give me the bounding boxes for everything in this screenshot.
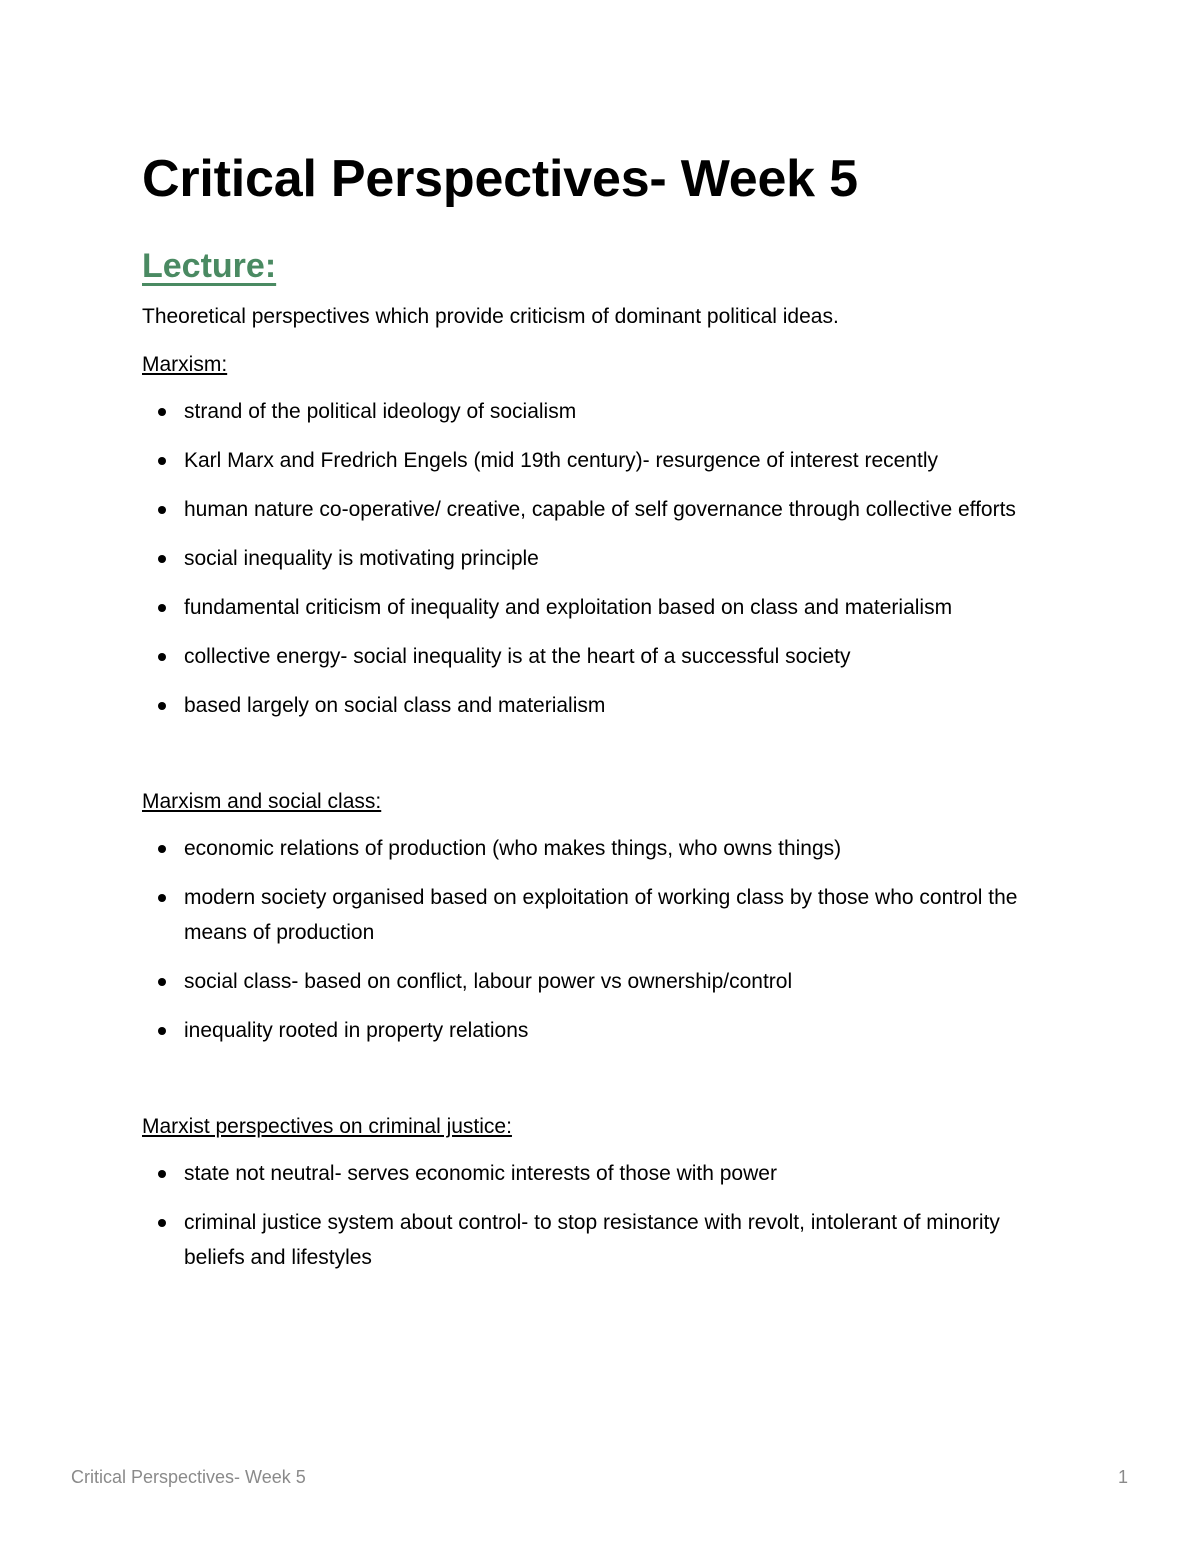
section-marxism bbox=[142, 350, 1062, 723]
bullet-icon bbox=[158, 1027, 166, 1035]
list-item bbox=[142, 1205, 1064, 1275]
list-item-text: based largely on social class and materialism bbox=[184, 694, 606, 717]
section-heading: Marxism: bbox=[142, 353, 228, 376]
list-item-text: modern society organised based on exploitation of working class by those who control the means of production bbox=[184, 886, 1018, 944]
list-item bbox=[142, 1013, 1064, 1048]
bullet-list bbox=[142, 394, 1062, 723]
list-item-text: collective energy- social inequality is at the heart of a successful society bbox=[184, 645, 851, 668]
list-item-text: state not neutral- serves economic interests of those with power bbox=[184, 1162, 777, 1185]
bullet-icon bbox=[158, 555, 166, 563]
list-item bbox=[142, 639, 1064, 674]
bullet-icon bbox=[158, 978, 166, 986]
bullet-icon bbox=[158, 653, 166, 661]
page-content bbox=[142, 140, 1062, 1275]
list-item bbox=[142, 394, 1064, 429]
bullet-icon bbox=[158, 457, 166, 465]
intro-paragraph: Theoretical perspectives which provide criticism of dominant political ideas. bbox=[142, 305, 839, 328]
lecture-heading: Lecture: bbox=[142, 247, 277, 285]
list-item-text: criminal justice system about control- to stop resistance with revolt, intolerant of minority beliefs and lifestyles bbox=[184, 1211, 1000, 1269]
list-item bbox=[142, 492, 1064, 527]
list-item-text: social inequality is motivating principle bbox=[184, 547, 539, 570]
bullet-icon bbox=[158, 1219, 166, 1227]
bullet-icon bbox=[158, 506, 166, 514]
list-item-text: strand of the political ideology of socialism bbox=[184, 400, 577, 423]
bullet-icon bbox=[158, 702, 166, 710]
section-criminal-justice bbox=[142, 1112, 1062, 1275]
bullet-icon bbox=[158, 604, 166, 612]
list-item bbox=[142, 964, 1064, 999]
list-item bbox=[142, 1156, 1064, 1191]
list-item-text: fundamental criticism of inequality and exploitation based on class and materialism bbox=[184, 596, 953, 619]
section-heading: Marxist perspectives on criminal justice: bbox=[142, 1115, 512, 1138]
bullet-list bbox=[142, 1156, 1062, 1275]
page-number: 1 bbox=[1117, 1467, 1128, 1487]
document-title: Critical Perspectives- Week 5 bbox=[142, 150, 858, 208]
list-item bbox=[142, 443, 1064, 478]
list-item-text: human nature co-operative/ creative, capable of self governance through collective efforts bbox=[184, 498, 1016, 521]
section-marxism-social-class bbox=[142, 787, 1062, 1048]
bullet-icon bbox=[158, 894, 166, 902]
list-item bbox=[142, 688, 1064, 723]
list-item-text: Karl Marx and Fredrich Engels (mid 19th century)- resurgence of interest recently bbox=[184, 449, 938, 472]
list-item bbox=[142, 831, 1064, 866]
list-item-text: inequality rooted in property relations bbox=[184, 1019, 529, 1042]
bullet-icon bbox=[158, 408, 166, 416]
list-item-text: economic relations of production (who makes things, who owns things) bbox=[184, 837, 842, 860]
footer-title: Critical Perspectives- Week 5 bbox=[71, 1467, 306, 1487]
section-heading: Marxism and social class: bbox=[142, 790, 382, 813]
list-item bbox=[142, 541, 1064, 576]
list-item bbox=[142, 880, 1064, 950]
bullet-icon bbox=[158, 845, 166, 853]
list-item-text: social class- based on conflict, labour power vs ownership/control bbox=[184, 970, 793, 993]
bullet-icon bbox=[158, 1170, 166, 1178]
list-item bbox=[142, 590, 1064, 625]
bullet-list bbox=[142, 831, 1062, 1048]
